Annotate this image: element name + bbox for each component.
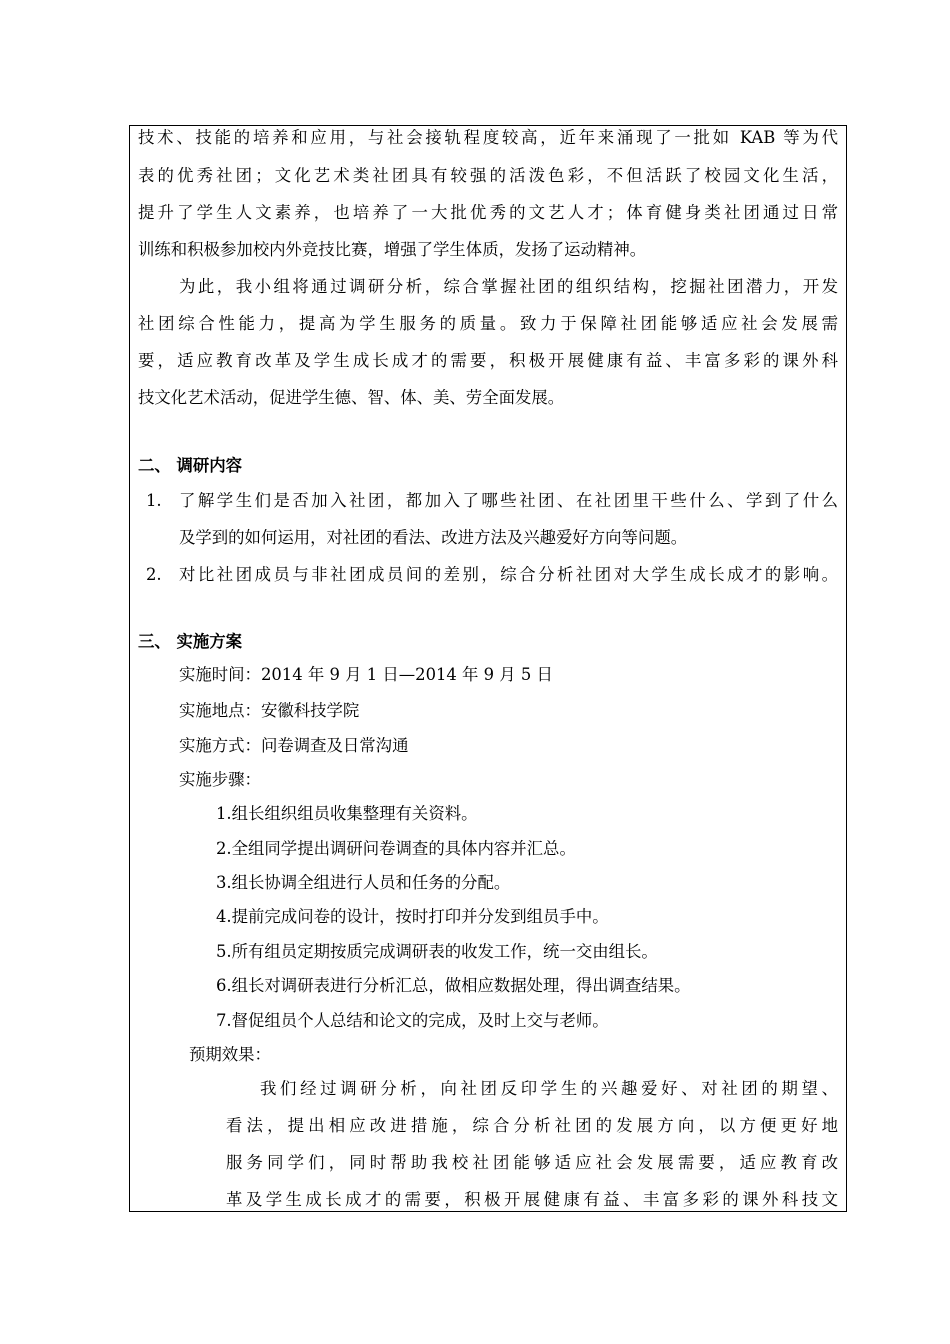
step-item: 6.组长对调研表进行分析汇总，做相应数据处理，得出调查结果。 xyxy=(216,976,691,995)
effect-line: 我们经过调研分析，向社团反印学生的兴趣爱好、对社团的期望、 xyxy=(260,1079,838,1098)
step-item: 1.组长组织组员收集整理有关资料。 xyxy=(216,804,478,823)
steps-label: 实施步骤： xyxy=(179,770,261,789)
para2-line: 为此，我小组将通过调研分析，综合掌握社团的组织结构，挖掘社团潜力，开发 xyxy=(179,277,838,296)
step-item: 5.所有组员定期按质完成调研表的收发工作，统一交由组长。 xyxy=(216,942,658,961)
intro-line: 技术、技能的培养和应用，与社会接轨程度较高，近年来涌现了一批如 KAB 等为代 xyxy=(138,128,838,147)
list-item: 对比社团成员与非社团成员间的差别，综合分析社团对大学生成长成才的影响。 xyxy=(179,565,838,584)
step-item: 2.全组同学提出调研问卷调查的具体内容并汇总。 xyxy=(216,839,576,858)
intro-line: 提升了学生人文素养，也培养了一大批优秀的文艺人才；体育健身类社团通过日常 xyxy=(138,203,838,222)
intro-line: 训练和积极参加校内外竞技比赛，增强了学生体质，发扬了运动精神。 xyxy=(138,240,647,259)
list-item: 了解学生们是否加入社团，都加入了哪些社团、在社团里干些什么、学到了什么 xyxy=(179,491,838,510)
section-heading: 三、 实施方案 xyxy=(138,632,243,651)
list-item-number: 2. xyxy=(146,565,162,584)
step-item: 4.提前完成问卷的设计，按时打印并分发到组员手中。 xyxy=(216,907,609,926)
para2-line: 技文化艺术活动，促进学生德、智、体、美、劳全面发展。 xyxy=(138,388,565,407)
effect-line: 服务同学们，同时帮助我校社团能够适应社会发展需要，适应教育改 xyxy=(226,1153,838,1172)
implementation-time: 实施时间：2014 年 9 月 1 日—2014 年 9 月 5 日 xyxy=(179,665,553,684)
effect-line: 看法，提出相应改进措施，综合分析社团的发展方向，以方便更好地 xyxy=(226,1116,838,1135)
effect-line: 革及学生成长成才的需要，积极开展健康有益、丰富多彩的课外科技文 xyxy=(226,1190,838,1209)
implementation-method: 实施方式：问卷调查及日常沟通 xyxy=(179,736,409,755)
list-item-number: 1. xyxy=(146,491,162,510)
implementation-place: 实施地点：安徽科技学院 xyxy=(179,701,360,720)
effect-label: 预期效果： xyxy=(189,1045,271,1064)
section-heading: 二、 调研内容 xyxy=(138,456,243,475)
list-item: 及学到的如何运用，对社团的看法、改进方法及兴趣爱好方向等问题。 xyxy=(179,528,688,547)
step-item: 3.组长协调全组进行人员和任务的分配。 xyxy=(216,873,511,892)
para2-line: 要，适应教育改革及学生成长成才的需要，积极开展健康有益、丰富多彩的课外科 xyxy=(138,351,838,370)
step-item: 7.督促组员个人总结和论文的完成，及时上交与老师。 xyxy=(216,1011,609,1030)
intro-line: 表的优秀社团；文化艺术类社团具有较强的活泼色彩，不但活跃了校园文化生活， xyxy=(138,166,838,185)
para2-line: 社团综合性能力，提高为学生服务的质量。致力于保障社团能够适应社会发展需 xyxy=(138,314,838,333)
